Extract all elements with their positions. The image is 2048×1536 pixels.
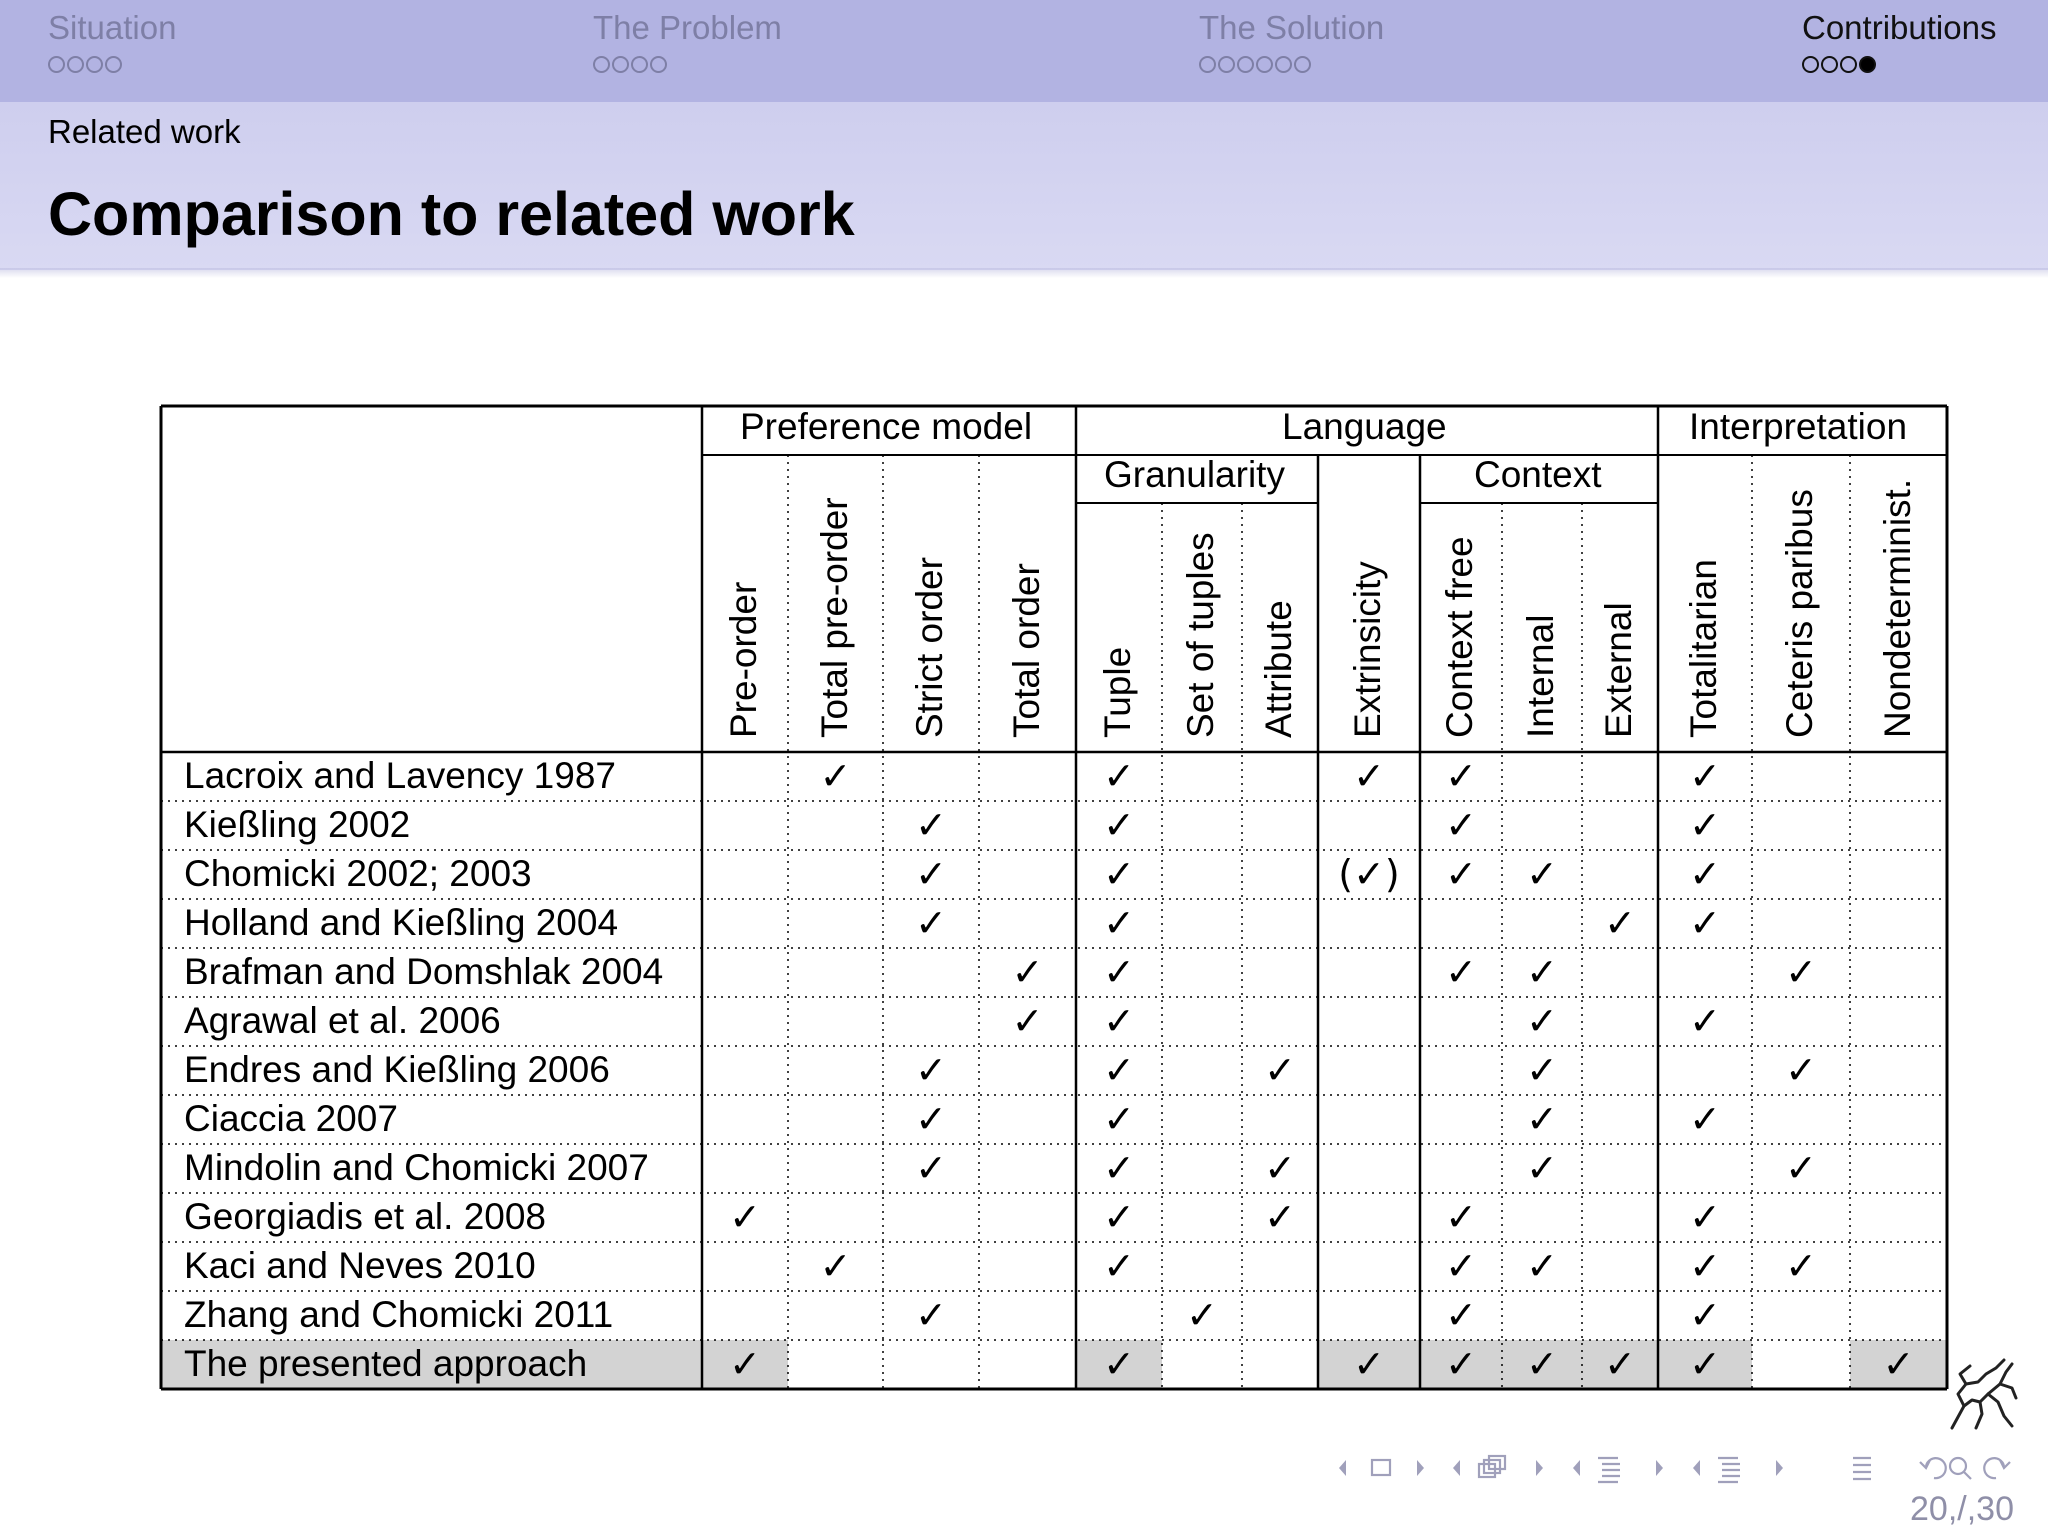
check-mark: ✓ xyxy=(1011,999,1044,1043)
nav-section-title[interactable]: Contributions xyxy=(1802,9,1997,46)
group-header-interpretation: Interpretation xyxy=(1689,406,1908,447)
check-mark: ✓ xyxy=(1526,1048,1558,1092)
prev-document-icon[interactable] xyxy=(1693,1460,1700,1476)
column-header: Nondeterminist. xyxy=(1876,478,1918,738)
column-header: Total order xyxy=(1005,563,1047,738)
row-label: Georgiadis et al. 2008 xyxy=(184,1196,547,1237)
check-mark: ✓ xyxy=(819,1244,852,1288)
group-header-language: Language xyxy=(1282,406,1447,447)
check-mark: ✓ xyxy=(915,852,947,896)
column-header: Ceteris paribus xyxy=(1779,489,1820,738)
check-mark: ✓ xyxy=(1103,1244,1135,1288)
column-header: Extrinsicity xyxy=(1347,561,1388,738)
check-mark: ✓ xyxy=(1103,1342,1135,1386)
check-mark: ✓ xyxy=(1604,901,1636,945)
column-header: Context free xyxy=(1439,536,1480,738)
row-label: Kießling 2002 xyxy=(184,804,411,845)
check-mark: ✓ xyxy=(819,754,852,798)
row-label: Holland and Kießling 2004 xyxy=(184,902,619,943)
check-mark: ✓ xyxy=(1689,1244,1721,1288)
check-mark: ✓ xyxy=(1445,852,1477,896)
check-mark: ✓ xyxy=(1103,999,1135,1043)
check-mark: ✓ xyxy=(1689,1097,1721,1141)
row-label: Kaci and Neves 2010 xyxy=(184,1245,536,1286)
check-mark: ✓ xyxy=(1689,999,1721,1043)
check-mark: ✓ xyxy=(1264,1146,1296,1190)
next-section-icon[interactable] xyxy=(1656,1460,1663,1476)
column-header: Total pre-order xyxy=(813,497,855,738)
check-mark: ✓ xyxy=(1103,803,1135,847)
nav-section-title[interactable]: Situation xyxy=(48,9,177,46)
prev-section-icon[interactable] xyxy=(1573,1460,1580,1476)
check-mark: ✓ xyxy=(1011,950,1044,994)
subgroup-header-context: Context xyxy=(1474,454,1602,495)
check-mark: ✓ xyxy=(1103,754,1135,798)
check-mark: ✓ xyxy=(1882,1342,1915,1386)
search-icon[interactable] xyxy=(1950,1458,1971,1479)
frame-icon[interactable] xyxy=(1372,1460,1390,1475)
row-label: Chomicki 2002; 2003 xyxy=(184,853,532,894)
nav-section-title[interactable]: The Solution xyxy=(1199,9,1385,46)
check-mark: ✓ xyxy=(1689,803,1721,847)
prev-subsection-icon[interactable] xyxy=(1453,1460,1460,1476)
check-mark: ✓ xyxy=(915,1048,947,1092)
subsection-icon[interactable] xyxy=(1479,1456,1505,1477)
check-mark: ✓ xyxy=(1445,1244,1477,1288)
check-mark: ✓ xyxy=(1445,950,1477,994)
beamer-navigation-controls xyxy=(1330,1448,2030,1488)
check-mark: ✓ xyxy=(1689,1293,1721,1337)
check-mark: ✓ xyxy=(1689,1342,1721,1386)
check-mark: ✓ xyxy=(1526,1146,1558,1190)
forward-icon[interactable] xyxy=(1984,1458,2010,1478)
column-header: Strict order xyxy=(909,557,950,738)
section-icon[interactable] xyxy=(1598,1458,1620,1482)
check-mark: ✓ xyxy=(1103,950,1135,994)
prev-frame-icon[interactable] xyxy=(1339,1460,1346,1476)
subgroup-header-granularity: Granularity xyxy=(1104,454,1285,495)
column-header: Set of tuples xyxy=(1180,532,1221,738)
frame-title: Comparison to related work xyxy=(48,180,855,248)
check-mark: ✓ xyxy=(1785,1048,1817,1092)
check-mark: ✓ xyxy=(1785,950,1817,994)
next-frame-icon[interactable] xyxy=(1417,1460,1424,1476)
subsection-name: Related work xyxy=(48,113,241,150)
check-mark: ✓ xyxy=(1526,999,1558,1043)
check-mark: ✓ xyxy=(1103,1048,1135,1092)
check-mark: ✓ xyxy=(1526,950,1558,994)
check-mark: ✓ xyxy=(1103,1195,1135,1239)
check-mark: ✓ xyxy=(1445,754,1477,798)
check-mark: ✓ xyxy=(1526,1097,1558,1141)
check-mark: ✓ xyxy=(1186,1293,1218,1337)
check-mark: ✓ xyxy=(1689,901,1721,945)
check-mark: ✓ xyxy=(1689,852,1721,896)
row-label: The presented approach xyxy=(184,1343,588,1384)
column-header: Attribute xyxy=(1258,600,1299,738)
check-mark: ✓ xyxy=(1353,754,1385,798)
column-header: Tuple xyxy=(1097,646,1138,738)
row-label: Mindolin and Chomicki 2007 xyxy=(184,1147,649,1188)
document-icon[interactable] xyxy=(1718,1458,1740,1482)
row-label: Brafman and Domshlak 2004 xyxy=(184,951,664,992)
row-label: Agrawal et al. 2006 xyxy=(184,1000,501,1041)
column-header: External xyxy=(1598,602,1639,738)
check-mark: ✓ xyxy=(1526,1244,1558,1288)
check-mark: ✓ xyxy=(1445,1293,1477,1337)
column-header: Pre-order xyxy=(723,581,764,738)
check-mark: ✓ xyxy=(1103,901,1135,945)
check-mark: ✓ xyxy=(915,1146,947,1190)
nav-section-title[interactable]: The Problem xyxy=(593,9,782,46)
check-mark: ✓ xyxy=(1604,1342,1636,1386)
column-header: Totalitarian xyxy=(1683,559,1724,738)
check-mark: ✓ xyxy=(1353,1342,1385,1386)
check-mark: ✓ xyxy=(1526,1342,1558,1386)
check-mark: ✓ xyxy=(1445,1195,1477,1239)
partial-check-mark: (✓) xyxy=(1338,852,1400,896)
check-mark: ✓ xyxy=(915,1293,947,1337)
next-subsection-icon[interactable] xyxy=(1536,1460,1543,1476)
check-mark: ✓ xyxy=(729,1342,761,1386)
check-mark: ✓ xyxy=(915,803,947,847)
next-document-icon[interactable] xyxy=(1776,1460,1783,1476)
check-mark: ✓ xyxy=(1689,754,1721,798)
university-logo xyxy=(1942,1354,2020,1432)
column-header: Internal xyxy=(1520,614,1561,738)
check-mark: ✓ xyxy=(915,1097,947,1141)
check-mark: ✓ xyxy=(1445,1342,1477,1386)
check-mark: ✓ xyxy=(915,901,947,945)
row-label: Endres and Kießling 2006 xyxy=(184,1049,610,1090)
check-mark: ✓ xyxy=(1526,852,1558,896)
check-mark: ✓ xyxy=(729,1195,761,1239)
check-mark: ✓ xyxy=(1264,1195,1296,1239)
check-mark: ✓ xyxy=(1103,852,1135,896)
check-mark: ✓ xyxy=(1103,1146,1135,1190)
row-label: Lacroix and Lavency 1987 xyxy=(184,755,616,796)
check-mark: ✓ xyxy=(1785,1146,1817,1190)
row-label: Ciaccia 2007 xyxy=(184,1098,398,1139)
check-mark: ✓ xyxy=(1445,803,1477,847)
check-mark: ✓ xyxy=(1785,1244,1817,1288)
check-mark: ✓ xyxy=(1264,1048,1296,1092)
back-icon[interactable] xyxy=(1920,1458,1946,1478)
group-header-preference-model: Preference model xyxy=(740,406,1033,447)
row-label: Zhang and Chomicki 2011 xyxy=(184,1294,614,1335)
appendix-icon[interactable] xyxy=(1853,1458,1871,1479)
check-mark: ✓ xyxy=(1103,1097,1135,1141)
check-mark: ✓ xyxy=(1689,1195,1721,1239)
page-number: 20,/,30 xyxy=(1910,1490,2014,1528)
